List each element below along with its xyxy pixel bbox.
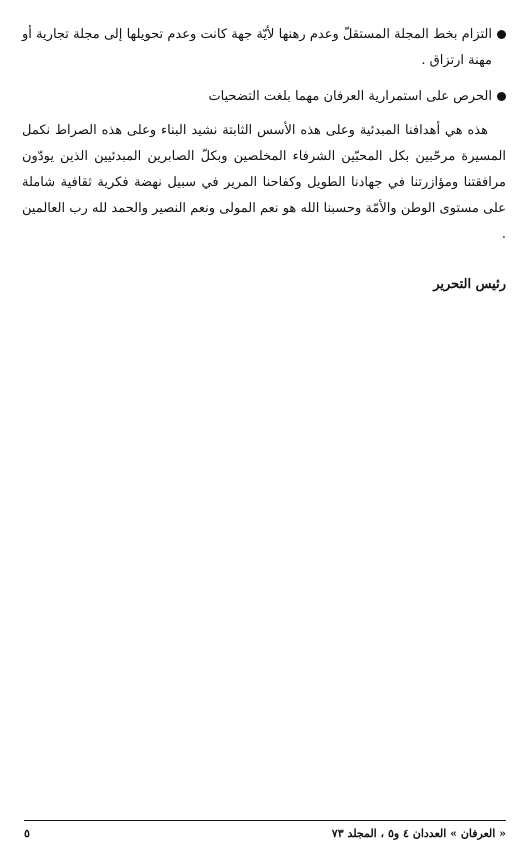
bullet-text: التزام بخط المجلة المستقلّ وعدم رهنها لأيّة جهة كانت وعدم تحويلها إلى مجلة تجارية أو مهنة ارتزاق .	[22, 27, 492, 68]
bullet-item	[22, 84, 506, 110]
journal-info: « العرفان » العددان ٤ و٥ ، المجلد ٧٣	[331, 827, 506, 840]
bullet-dot-icon	[497, 92, 506, 101]
bullet-dot-icon	[497, 30, 506, 39]
page-footer	[24, 820, 506, 840]
page-number: ٥	[24, 827, 30, 840]
closing-paragraph: هذه هي أهدافنا المبدئية وعلى هذه الأسس الثابتة نشيد البناء وعلى هذه الصراط نكمل المسيرة مرحّبين بكل المحبّين الشرفاء المخلصين وبكلّ الصابرين المبدئيين الذين يودّون مرافقتنا ومؤازرتنا في جهادنا الطويل وكفاحنا المرير في سبيل نهضة فكرية ثقافية شاملة على مستوى الوطن والأمّة وحسبنا الله هو نعم المولى ونعم النصير والحمد لله رب العالمين .	[22, 123, 506, 242]
bullet-text: الحرص على استمرارية العرفان مهما بلغت التضحيات	[208, 89, 492, 104]
document-body	[22, 22, 506, 298]
bullet-item	[22, 22, 506, 74]
editor-signature: رئيس التحرير	[433, 277, 506, 292]
